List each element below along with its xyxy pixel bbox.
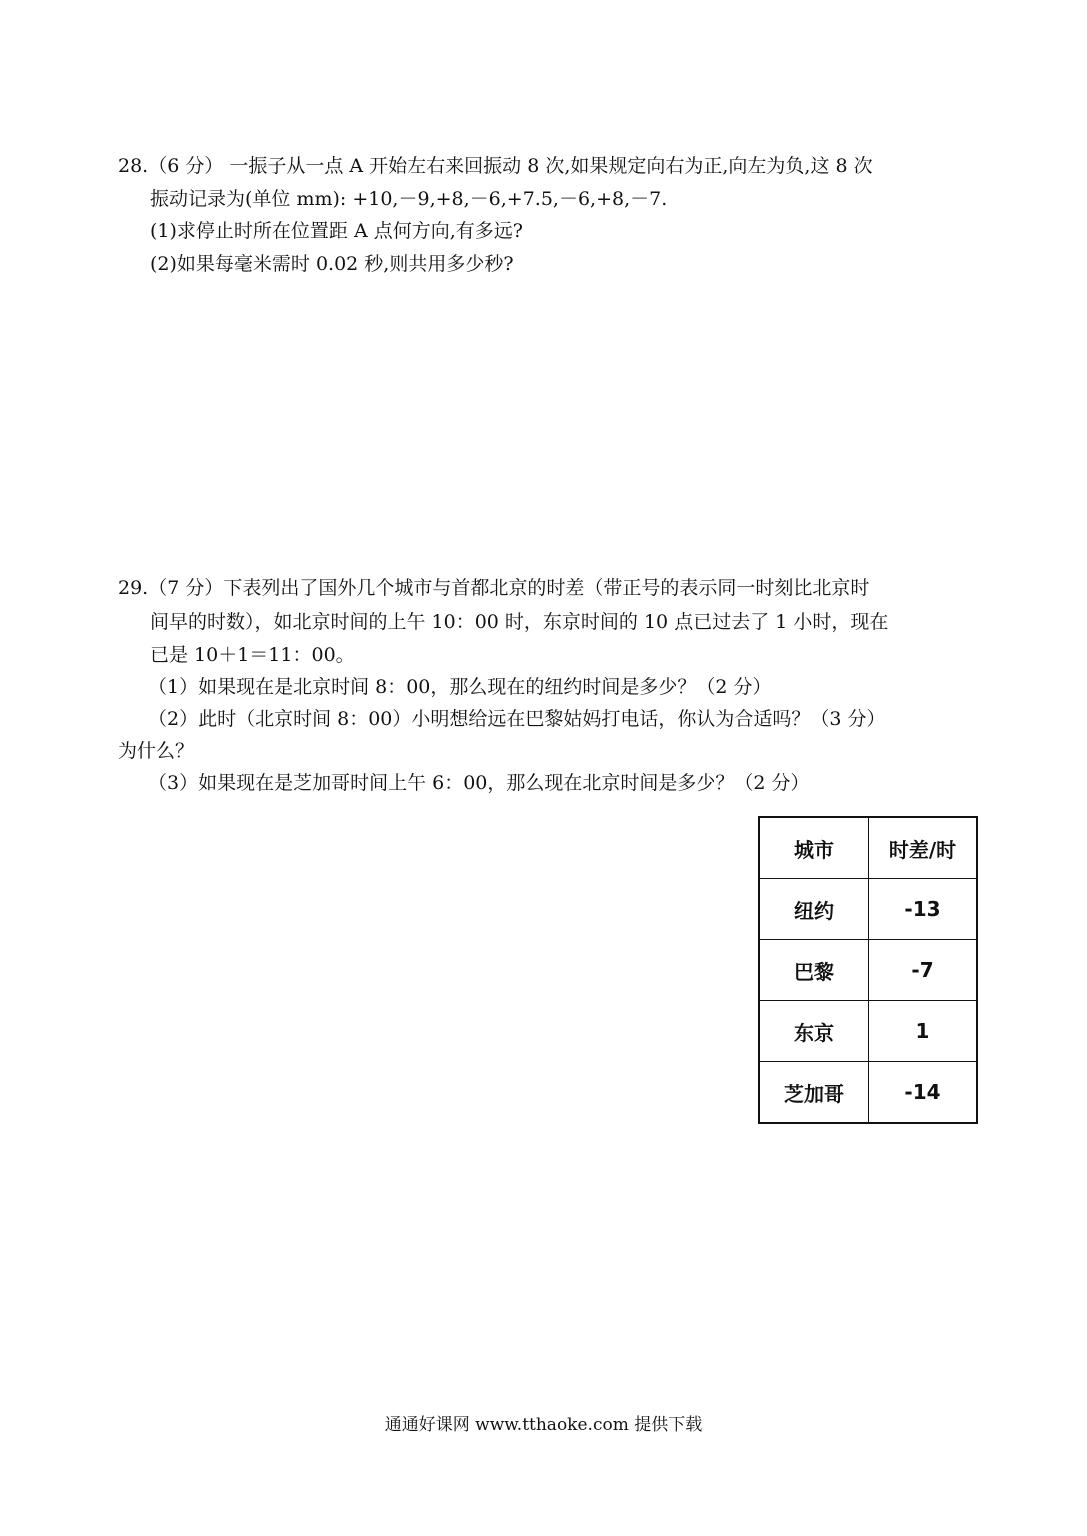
q28-stem-line-2: 振动记录为(单位 mm): +10,－9,+8,－6,+7.5,－6,+8,－7. xyxy=(150,188,668,210)
q29-stem-line-3: 已是 10＋1＝11：00。 xyxy=(150,644,355,666)
q29-subquestion-3: （3）如果现在是芝加哥时间上午 6：00，那么现在北京时间是多少？（2 分） xyxy=(148,772,810,794)
q29-subquestion-2-continued: 为什么？ xyxy=(118,740,195,762)
q28-subquestion-1: (1)求停止时所在位置距 A 点何方向,有多远? xyxy=(150,220,523,242)
page-footer: 通通好课网 www.tthaoke.com 提供下载 xyxy=(384,1415,703,1435)
diff-cell: 1 xyxy=(869,1001,978,1062)
city-cell: 纽约 xyxy=(759,879,869,940)
q29-stem-line-2: 间早的时数），如北京时间的上午 10：00 时，东京时间的 10 点已过去了 1 小时，现在 xyxy=(150,611,889,633)
diff-cell: -13 xyxy=(869,879,978,940)
q28-stem-line-1: 28.（6 分） 一振子从一点 A 开始左右来回振动 8 次,如果规定向右为正,向左为负,这 8 次 xyxy=(118,155,873,177)
city-cell: 巴黎 xyxy=(759,940,869,1001)
q28-subquestion-2: (2)如果每毫米需时 0.02 秒,则共用多少秒? xyxy=(150,253,514,275)
table-header-row xyxy=(759,817,977,879)
time-difference-table xyxy=(758,816,978,1124)
header-city: 城市 xyxy=(759,817,869,879)
header-diff: 时差/时 xyxy=(869,817,978,879)
diff-cell: -14 xyxy=(869,1062,978,1124)
table-row xyxy=(759,1001,977,1062)
q29-stem-line-1: 29.（7 分）下表列出了国外几个城市与首都北京的时差（带正号的表示同一时刻比北京时 xyxy=(118,577,870,599)
table-row xyxy=(759,1062,977,1124)
city-cell: 芝加哥 xyxy=(759,1062,869,1124)
city-cell: 东京 xyxy=(759,1001,869,1062)
q29-subquestion-2: （2）此时（北京时间 8：00）小明想给远在巴黎姑妈打电话，你认为合适吗？（3 分） xyxy=(148,708,886,730)
table-row xyxy=(759,879,977,940)
diff-cell: -7 xyxy=(869,940,978,1001)
table-row xyxy=(759,940,977,1001)
table xyxy=(758,816,978,1124)
q29-subquestion-1: （1）如果现在是北京时间 8：00，那么现在的纽约时间是多少？（2 分） xyxy=(148,676,772,698)
